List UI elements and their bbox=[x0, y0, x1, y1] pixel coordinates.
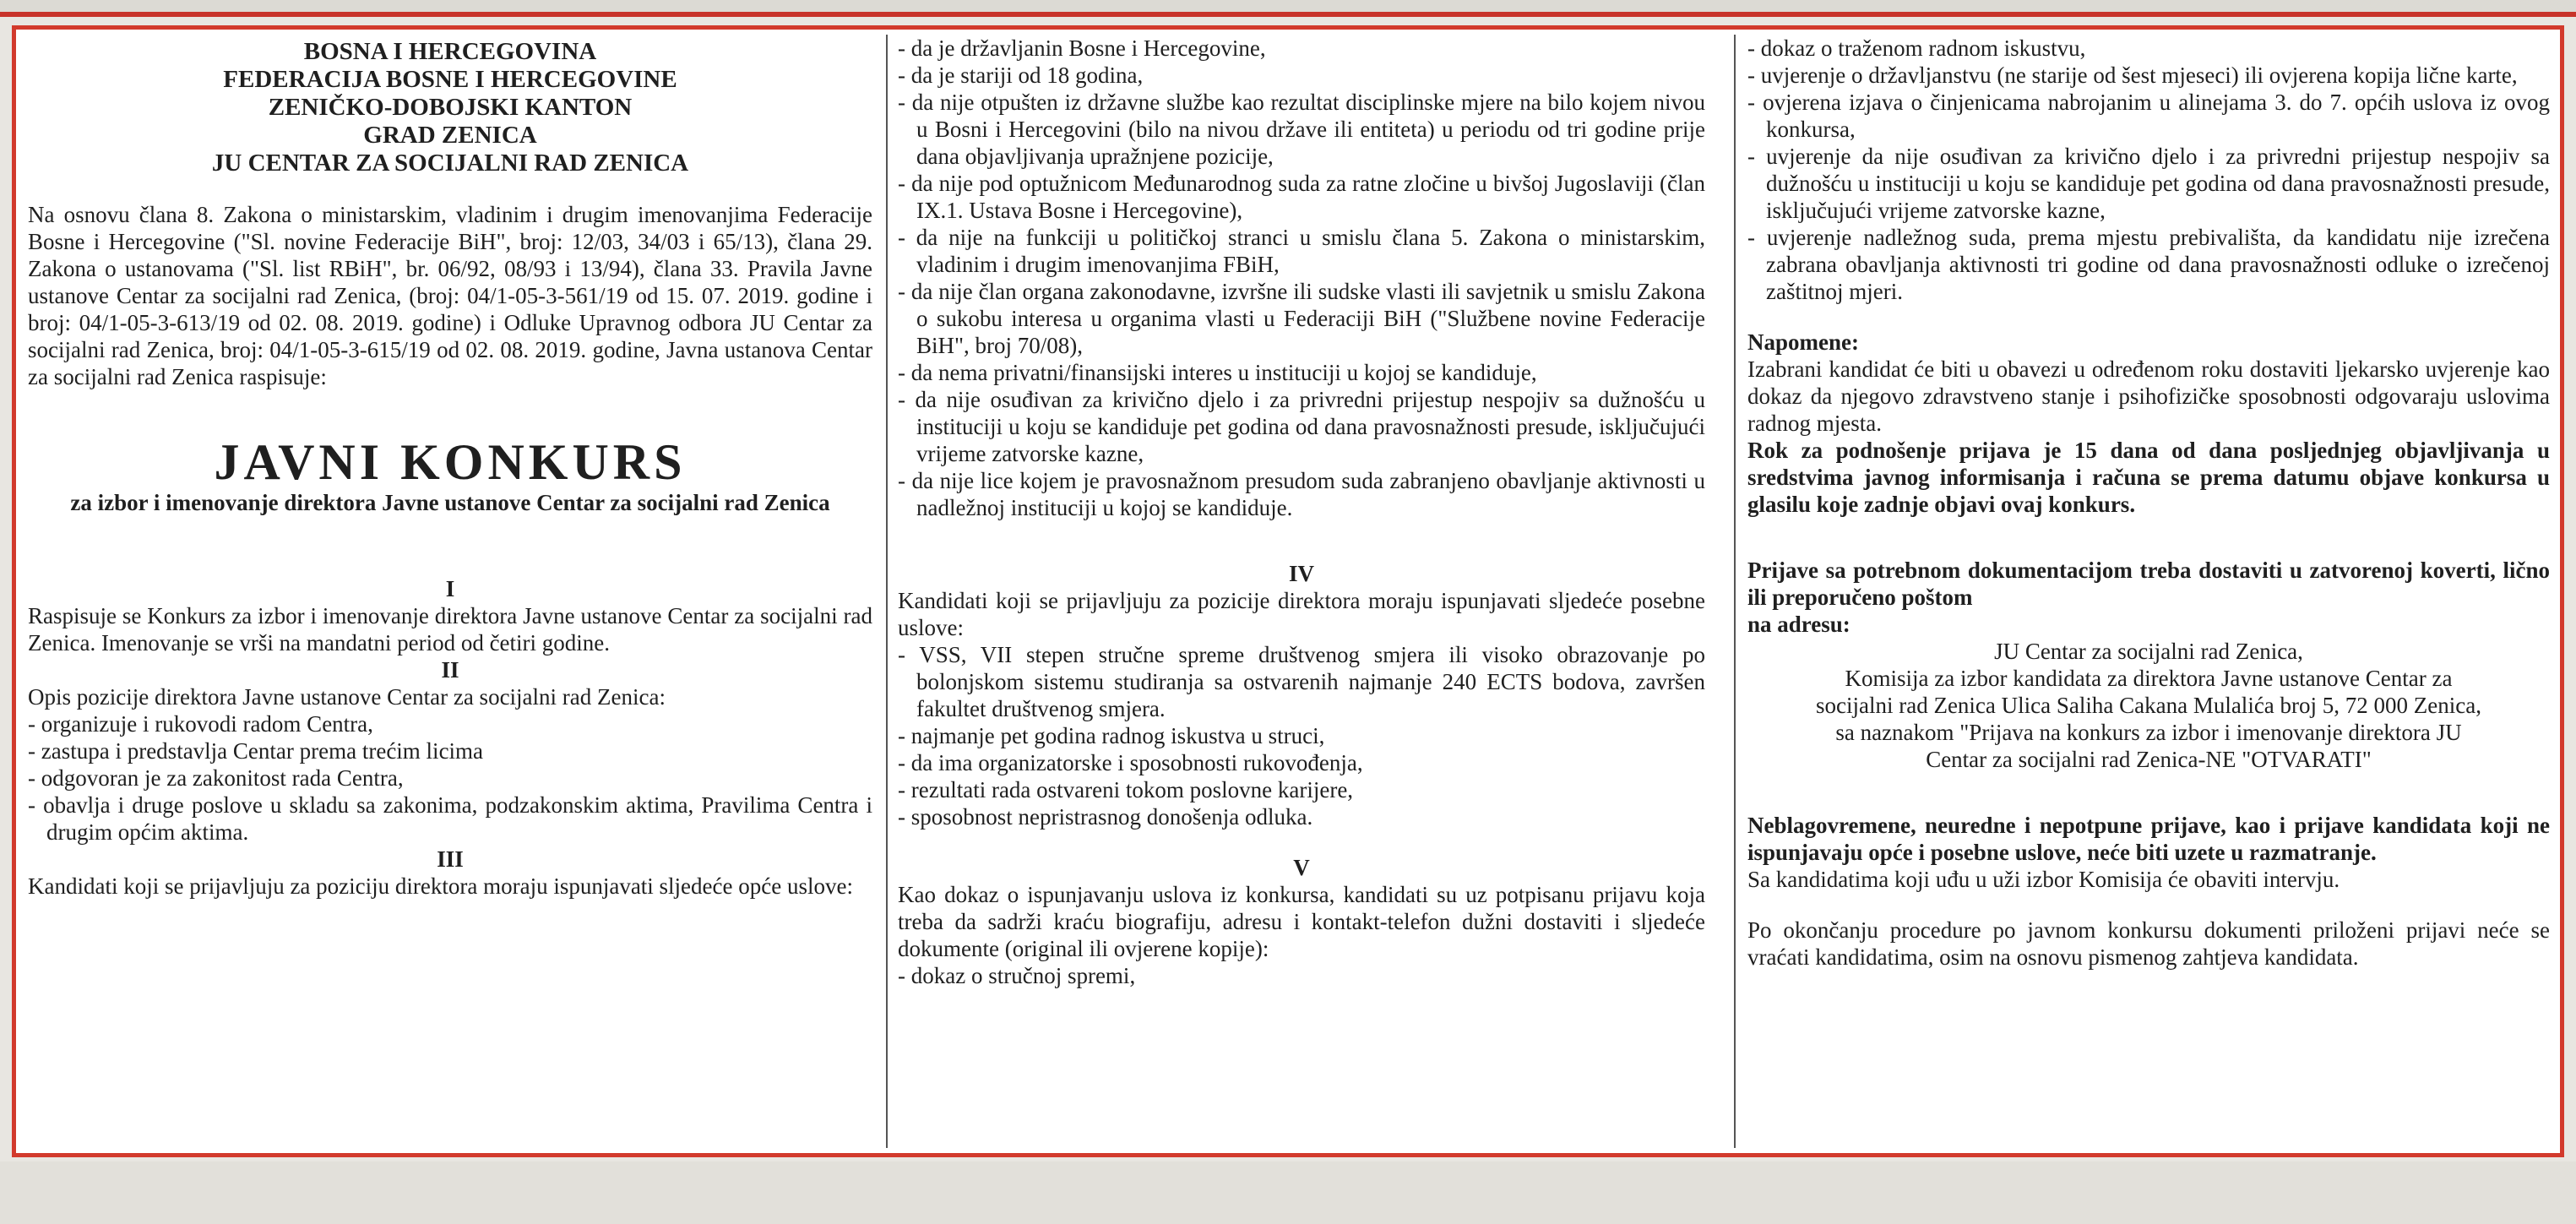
list-item: - organizuje i rukovodi radom Centra, bbox=[28, 710, 872, 737]
column-divider bbox=[886, 35, 888, 1148]
list-item: - obavlja i druge poslove u skladu sa zakonima, podzakonskim aktima, Pravilima Centra i drugim općim aktima. bbox=[28, 792, 872, 846]
list-item: - VSS, VII stepen stručne spreme društvenog smjera ili visoko obrazovanje po bolonjskom sistemu studiranja sa ostvarenih najmanje 240 ECTS bodova, završen fakultet društvenog smjera. bbox=[898, 641, 1705, 722]
address-line: Komisija za izbor kandidata za direktora Javne ustanove Centar za bbox=[1845, 666, 2453, 691]
section-heading-2: II bbox=[441, 657, 459, 683]
section-4-intro: Kandidati koji se prijavljuju za pozicije direktora moraju ispunjavati sljedeće posebne uslove: bbox=[898, 588, 1705, 640]
top-red-rule bbox=[0, 12, 2576, 17]
director-duties-list bbox=[28, 710, 872, 846]
section-heading-1: I bbox=[445, 576, 455, 601]
column-divider bbox=[1734, 35, 1736, 1148]
header-line: JU CENTAR ZA SOCIJALNI RAD ZENICA bbox=[211, 150, 689, 177]
list-item: - zastupa i predstavlja Centar prema trećim licima bbox=[28, 737, 872, 764]
list-item: - dokaz o traženom radnom iskustvu, bbox=[1747, 35, 2550, 62]
submission-text: Prijave sa potrebnom dokumentacijom treba dostaviti u zatvorenoj koverti, lično ili preporučeno poštom bbox=[1747, 558, 2550, 610]
required-documents-list bbox=[898, 962, 1705, 989]
list-item: - najmanje pet godina radnog iskustva u struci, bbox=[898, 722, 1705, 749]
list-item: - dokaz o stručnoj spremi, bbox=[898, 962, 1705, 989]
list-item: - uvjerenje da nije osuđivan za krivično djelo i za privredni prijestup nespojiv sa dužnošću u instituciji u koju se kandiduje pet godina od dana pravosnažnosti presude, isključujući vrijeme zatvorske kazne, bbox=[1747, 143, 2550, 224]
address-line: JU Centar za socijalni rad Zenica, bbox=[1994, 639, 2303, 664]
mailing-address bbox=[1747, 638, 2550, 773]
header-line: BOSNA I HERCEGOVINA bbox=[303, 38, 597, 65]
list-item: - da nije član organa zakonodavne, izvršne ili sudske vlasti ili savjetnik u smislu Zakona o sukobu interesa u organima vlasti u Federaciji BiH ("Službene novine Federacije BiH", broj 70/08), bbox=[898, 278, 1705, 359]
general-conditions-list bbox=[898, 35, 1705, 521]
notes-text: Izabrani kandidat će biti u obavezi u određenom roku dostaviti ljekarsko uvjerenje kao dokaz da njegovo zdravstveno stanje i psihofizičke sposobnosti odgovaraju uslovima radnog mjesta. bbox=[1747, 356, 2550, 436]
list-item: - rezultati rada ostvareni tokom poslovne karijere, bbox=[898, 776, 1705, 803]
list-item: - da nije osuđivan za krivično djelo i za privredni prijestup nespojiv sa dužnošću u instituciji u koju se kandiduje pet godina od dana pravosnažnosti presude, isključujući vrijeme zatvorske kazne, bbox=[898, 386, 1705, 467]
address-line: socijalni rad Zenica Ulica Saliha Cakana Mulalića broj 5, 72 000 Zenica, bbox=[1816, 693, 2481, 718]
header-line: FEDERACIJA BOSNE I HERCEGOVINE bbox=[223, 66, 677, 93]
required-documents-list-continued bbox=[1747, 35, 2550, 305]
notes-heading: Napomene: bbox=[1747, 329, 1859, 355]
adjacent-page-strip-top bbox=[0, 0, 2576, 12]
list-item: - da nije pod optužnicom Međunarodnog suda za ratne zločine u bivšoj Jugoslaviji (član IX.1. Ustava Bosne i Hercegovine), bbox=[898, 170, 1705, 224]
section-5-intro: Kao dokaz o ispunjavanju uslova iz konkursa, kandidati su uz potpisanu prijavu koja treba da sadrži kraću biografiju, adresu i kontakt-telefon dužni dostaviti i sljedeće dokumente (original ili ovjerene kopije): bbox=[898, 882, 1705, 961]
list-item: - da je državljanin Bosne i Hercegovine, bbox=[898, 35, 1705, 62]
institution-header bbox=[28, 38, 872, 177]
column-3 bbox=[1747, 30, 2550, 971]
deadline-text: Rok za podnošenje prijava je 15 dana od dana posljednjeg objavljivanja u sredstvima javnog informisanja i računa se prema datumu objave konkursa u glasilu koje zadnje objavi ovaj konkurs. bbox=[1747, 438, 2550, 517]
adjacent-page-strip-bottom bbox=[0, 1161, 2576, 1224]
list-item: - uvjerenje nadležnog suda, prema mjestu prebivališta, da kandidatu nije izrečena zabrana obavljanja aktivnosti tri godine od dana pravosnažnosti odluke o izrečenoj zaštitnoj mjeri. bbox=[1747, 224, 2550, 305]
legal-basis-paragraph: Na osnovu člana 8. Zakona o ministarskim, vladinim i drugim imenovanjima Federacije Bosne i Hercegovine ("Sl. novine Federacije BiH", broj: 12/03, 34/03 i 65/13), člana 29. Zakona o ustanovama ("Sl. list RBiH", br. 06/92, 08/93 i 13/94), člana 33. Pravila Javne ustanove Centar za socijalni rad Zenica, (broj: 04/1-05-3-561/19 od 15. 07. 2019. godine i broj: 04/1-05-3-613/19 od 02. 08. 2019. godine) i Odluke Upravnog odbora JU Centar za socijalni rad Zenica, broj: 04/1-05-3-615/19 od 02. 08. 2019. godine, Javna ustanova Centar za socijalni rad Zenica raspisuje: bbox=[28, 202, 872, 389]
column-2 bbox=[898, 30, 1705, 989]
list-item: - odgovoran je za zakonitost rada Centra, bbox=[28, 764, 872, 792]
section-heading-4: IV bbox=[1288, 561, 1314, 586]
address-line: sa naznakom "Prijava na konkurs za izbor i imenovanje direktora JU bbox=[1835, 720, 2462, 745]
list-item: - sposobnost nepristrasnog donošenja odluka. bbox=[898, 803, 1705, 830]
header-line: GRAD ZENICA bbox=[363, 122, 537, 149]
column-1 bbox=[28, 30, 872, 900]
list-item: - da je stariji od 18 godina, bbox=[898, 62, 1705, 89]
rejection-notice: Neblagovremene, neuredne i nepotpune prijave, kao i prijave kandidata koji ne ispunjavaju opće i posebne uslove, neće biti uzete u razmatranje. bbox=[1747, 813, 2550, 865]
section-1-text: Raspisuje se Konkurs za izbor i imenovanje direktora Javne ustanove Centar za socijalni rad Zenica. Imenovanje se vrši na mandatni period od četiri godine. bbox=[28, 603, 872, 656]
announcement-frame bbox=[12, 25, 2564, 1157]
address-label: na adresu: bbox=[1747, 612, 1850, 637]
section-heading-3: III bbox=[437, 846, 464, 872]
page-subtitle: za izbor i imenovanje direktora Javne ustanove Centar za socijalni rad Zenica bbox=[70, 490, 830, 515]
section-3-intro: Kandidati koji se prijavljuju za poziciju direktora moraju ispunjavati sljedeće opće uslove: bbox=[28, 873, 853, 899]
list-item: - ovjerena izjava o činjenicama nabrojanim u alinejama 3. do 7. općih uslova iz ovog konkursa, bbox=[1747, 89, 2550, 143]
header-line: ZENIČKO-DOBOJSKI KANTON bbox=[268, 94, 633, 121]
section-2-intro: Opis pozicije direktora Javne ustanove Centar za socijalni rad Zenica: bbox=[28, 684, 666, 710]
list-item: - da nije lice kojem je pravosnažnom presudom suda zabranjeno obavljanje aktivnosti u nadležnoj instituciji u kojoj se kandiduje. bbox=[898, 467, 1705, 521]
list-item: - da ima organizatorske i sposobnosti rukovođenja, bbox=[898, 749, 1705, 776]
documents-return-notice: Po okončanju procedure po javnom konkursu dokumenti priloženi prijavi neće se vraćati kandidatima, osim na osnovu pismenog zahtjeva kandidata. bbox=[1747, 917, 2550, 970]
list-item: - da nije na funkciji u političkoj stranci u smislu člana 5. Zakona o ministarskim, vladinim i drugim imenovanjima FBiH, bbox=[898, 224, 1705, 278]
page-title: JAVNI KONKURS bbox=[214, 434, 687, 490]
address-line: Centar za socijalni rad Zenica-NE "OTVARATI" bbox=[1926, 747, 2372, 772]
list-item: - uvjerenje o državljanstvu (ne starije od šest mjeseci) ili ovjerena kopija lične karte, bbox=[1747, 62, 2550, 89]
interview-notice: Sa kandidatima koji uđu u uži izbor Komisija će obaviti intervju. bbox=[1747, 867, 2340, 892]
list-item: - da nije otpušten iz državne službe kao rezultat disciplinske mjere na bilo kojem nivou u Bosni i Hercegovini (bilo na nivou države ili entiteta) u periodu od tri godine prije dana objavljivanja upražnjene pozicije, bbox=[898, 89, 1705, 170]
list-item: - da nema privatni/finansijski interes u instituciji u kojoj se kandiduje, bbox=[898, 359, 1705, 386]
special-conditions-list bbox=[898, 641, 1705, 830]
section-heading-5: V bbox=[1293, 855, 1310, 880]
